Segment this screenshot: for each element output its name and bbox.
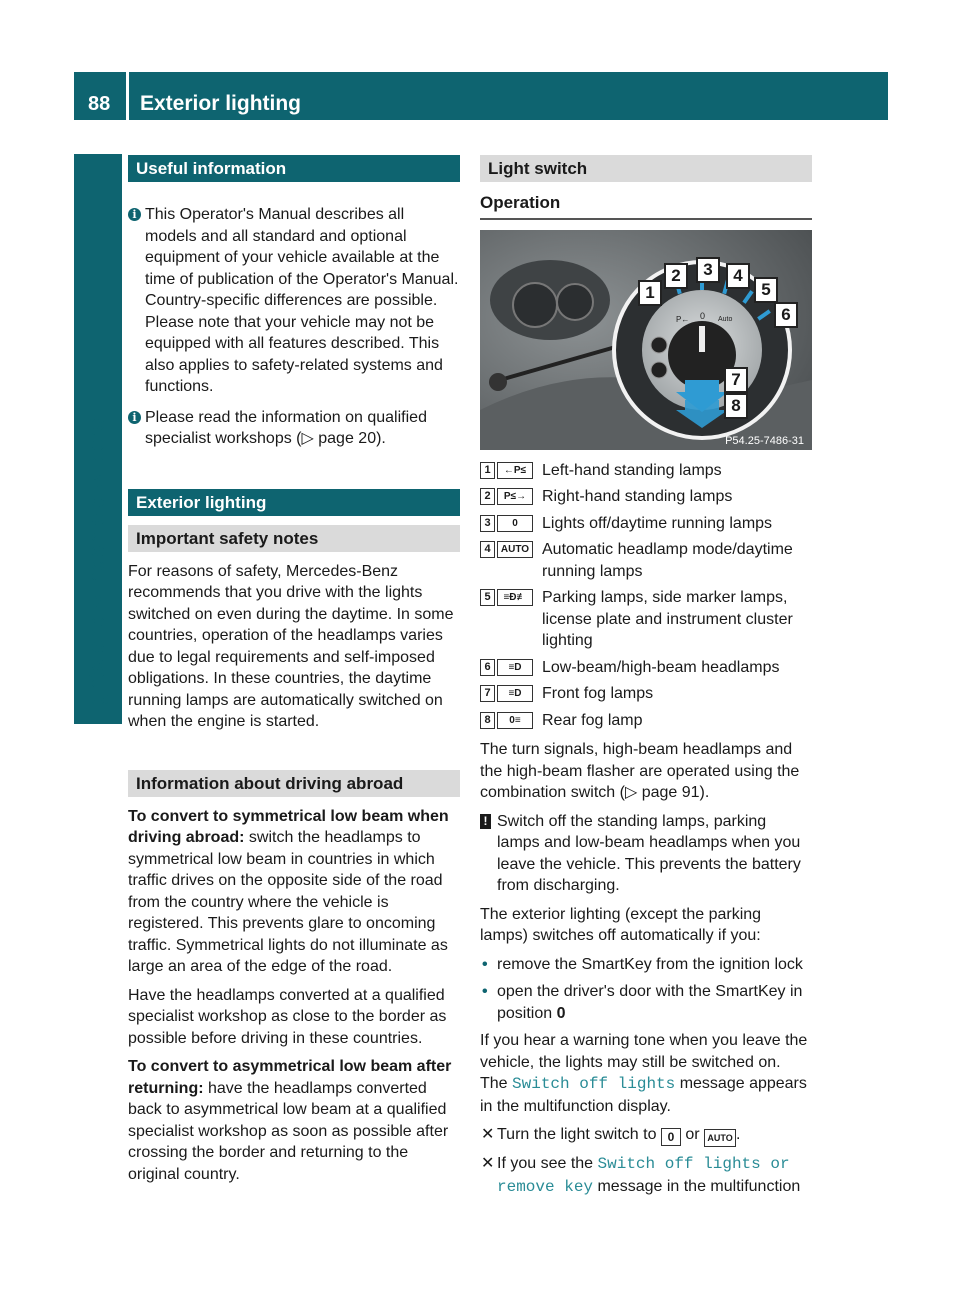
- callout-3: 3: [696, 257, 720, 283]
- info-note: i This Operator's Manual describes all models and all standard and optional equipment of your vehicle available at the time of publication of the Operator's Manual. Country-specific differences are possible. Please note that your vehicle may not be equipped with all features described. This also applies to safety-related systems and functions.: [128, 204, 460, 398]
- info-icon: i: [128, 411, 141, 424]
- list-item: • open the driver's door with the SmartKey in position 0: [482, 983, 803, 1022]
- info-icon: i: [128, 208, 141, 221]
- low-beam-icon: ≡D: [497, 659, 533, 676]
- lights-off-icon: 0: [497, 515, 533, 532]
- light-switch-heading: Light switch: [480, 155, 812, 182]
- callout-2: 2: [664, 263, 688, 289]
- dial-label-auto: Auto: [718, 315, 733, 323]
- convert-paragraph: Have the headlamps converted at a qualified specialist workshop as close to the border as possible before driving in these countries.: [128, 986, 447, 1047]
- rear-fog-lamp-icon: 0≡: [497, 712, 533, 729]
- warning-icon: !: [480, 814, 491, 829]
- warning-tone-paragraph: If you hear a warning tone when you leave the vehicle, the lights may still be switched on. The Switch off lights message appears in the multifunction display.: [480, 1032, 808, 1115]
- page-header: [74, 72, 888, 120]
- legend-item: 3 0 Lights off/daytime running lamps: [480, 513, 812, 535]
- light-switch-photo: [480, 230, 812, 450]
- light-switch-illustration: [480, 230, 812, 450]
- useful-info-heading: Useful information: [128, 155, 460, 182]
- section-label: Lights and windshield wipers: [84, 418, 109, 725]
- bullet-icon: •: [482, 983, 488, 1000]
- left-column: [128, 155, 460, 1192]
- step-item: ✕ Turn the light switch to 0 or AUTO .: [480, 1124, 812, 1147]
- asymmetrical-paragraph: To convert to asymmetrical low beam after returning: have the headlamps converted back to asymmetrical low beam at a qualified specialist workshop as soon as possible after crossing the border and returning to the original country.: [128, 1058, 452, 1183]
- callout-6: 6: [774, 302, 798, 328]
- right-standing-lamps-icon: P≤→: [497, 488, 533, 505]
- info-note: i Please read the information on qualified specialist workshops (▷ page 20).: [128, 407, 460, 450]
- driving-abroad-heading: Information about driving abroad: [128, 770, 460, 797]
- bullet-icon: •: [482, 955, 488, 973]
- legend-item: 1 ←P≤ Left-hand standing lamps: [480, 460, 812, 482]
- dial-label-off: 0: [700, 310, 706, 321]
- legend-item: 2 P≤→ Right-hand standing lamps: [480, 486, 812, 508]
- arrow-icon: ✕: [481, 1126, 495, 1143]
- header-divider: [126, 72, 129, 120]
- lights-off-key-icon: 0: [661, 1128, 681, 1146]
- callout-8: 8: [724, 393, 748, 419]
- warning-note: ! Switch off the standing lamps, parking lamps and low-beam headlamps when you leave the vehicle. This prevents the battery from discharging.: [480, 811, 812, 897]
- safety-notes-heading: Important safety notes: [128, 525, 460, 552]
- photo-caption: P54.25-7486-31: [725, 434, 804, 447]
- callout-7: 7: [724, 367, 748, 393]
- legend-item: 6 ≡D Low-beam/high-beam headlamps: [480, 657, 812, 679]
- callout-4: 4: [726, 263, 750, 289]
- legend-item: 8 0≡ Rear fog lamp: [480, 710, 812, 732]
- turn-signal-paragraph: The turn signals, high-beam headlamps and the high-beam flasher are operated using the combination switch (▷ page 91).: [480, 741, 800, 801]
- legend-item: 5 ≡Ð≢ Parking lamps, side marker lamps, license plate and instrument cluster lighting: [480, 587, 812, 652]
- arrow-icon: ✕: [481, 1155, 495, 1172]
- symmetrical-paragraph: To convert to symmetrical low beam when driving abroad: switch the headlamps to symmetrical low beam in countries in which traffic drives on the opposite side of the road from the country where the vehicle is registered. This prevents glare to oncoming traffic. Symmetrical lights do not illuminate as large an area of the edge of the road.: [128, 807, 449, 975]
- callout-5: 5: [754, 277, 778, 303]
- left-standing-lamps-icon: ←P≤: [497, 462, 533, 479]
- operation-heading: Operation: [480, 182, 812, 220]
- page-number: 88: [88, 93, 111, 115]
- auto-off-paragraph: The exterior lighting (except the parking lamps) switches off automatically if you:: [480, 905, 762, 944]
- front-fog-lamp-icon: ≡D: [497, 685, 533, 702]
- safety-paragraph: For reasons of safety, Mercedes-Benz recommends that you drive with the lights switched on even during the daytime. In some countries, operation of the headlamps varies due to legal requirements and self-imposed obligations. In these countries, the daytime running lamps are automatically switched on when the engine is started.: [128, 562, 454, 730]
- callout-1: 1: [638, 280, 662, 306]
- legend-list: [480, 460, 812, 732]
- right-column: [480, 155, 812, 1204]
- auto-key-icon: AUTO: [704, 1129, 736, 1147]
- step-item: ✕ If you see the Switch off lights or remove key message in the multifunction: [481, 1155, 801, 1196]
- legend-item: 7 ≡D Front fog lamps: [480, 683, 812, 705]
- exterior-lighting-heading: Exterior lighting: [128, 489, 460, 516]
- page-title: Exterior lighting: [140, 92, 302, 115]
- parking-lamps-icon: ≡Ð≢: [497, 589, 533, 606]
- dial-label-standing: P←: [676, 314, 690, 324]
- legend-item: 4 AUTO Automatic headlamp mode/daytime running lamps: [480, 539, 812, 582]
- auto-headlamp-icon: AUTO: [497, 541, 533, 558]
- list-item: • remove the SmartKey from the ignition lock: [480, 954, 812, 976]
